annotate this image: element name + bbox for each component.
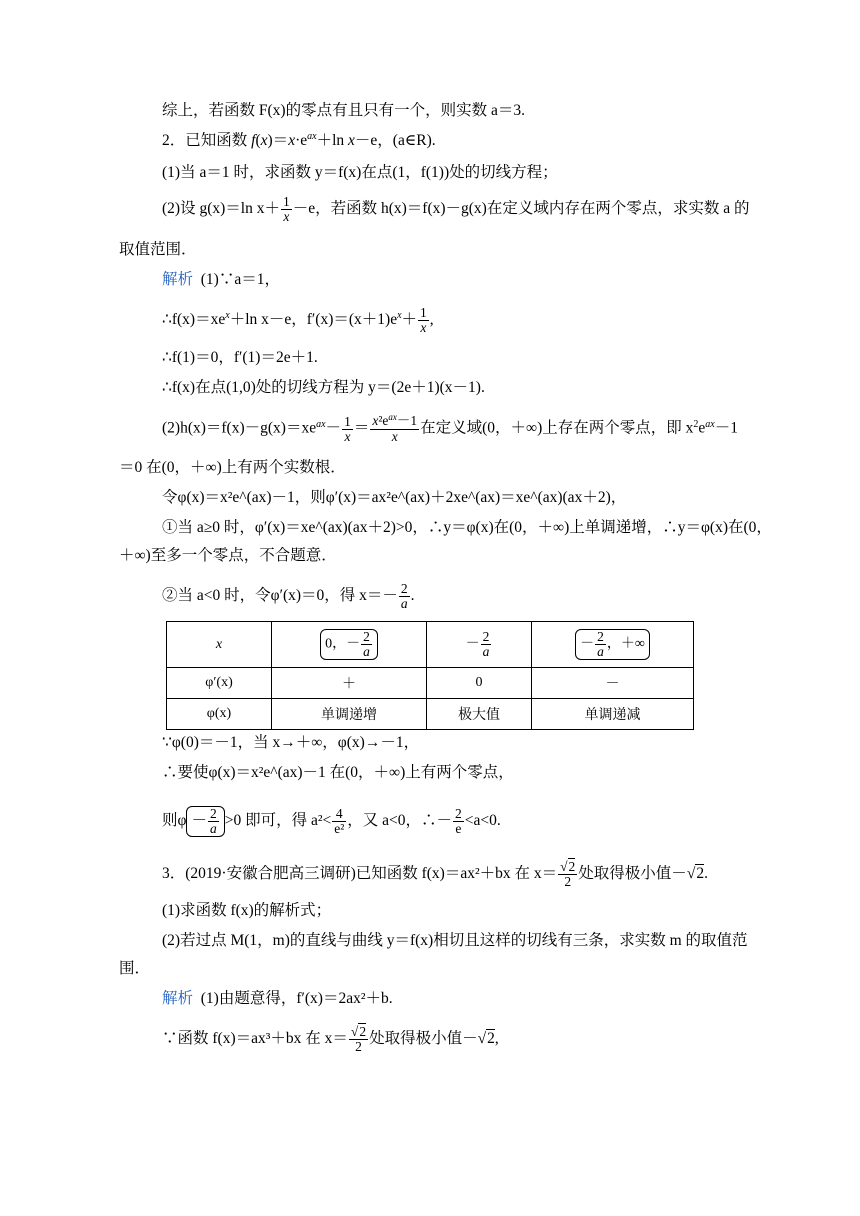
table-cell: 单调递减: [532, 698, 694, 729]
solution-line-11: ∵φ(0)＝－1，当 x→＋∞，φ(x)→－1，: [162, 734, 420, 751]
problem-2-part1: (1)当 a＝1 时，求函数 y＝f(x)在点(1，f(1))处的切线方程；: [162, 164, 558, 181]
table-cell: ＋: [272, 668, 427, 698]
problem-3-part2-cont: 围．: [119, 960, 151, 977]
solution-line-12: ∴要使φ(x)＝x²e^(ax)－1 在(0，＋∞)上有两个零点，: [162, 764, 514, 781]
monotonicity-table: [166, 621, 694, 730]
solution-line-8: ①当 a≥0 时，φ′(x)＝xe^(ax)(ax＋2)>0，∴y＝φ(x)在(0，＋∞)上单调递增，∴y＝φ(x)在(0，: [162, 519, 772, 536]
table-interval-1: 0，－ $\frac{2}{a}$: [272, 622, 427, 668]
table-cell: －: [532, 668, 694, 698]
table-cell: 单调递增: [272, 698, 427, 729]
solution3-line-2: ∵函数 f(x)＝ax³＋bx 在 x＝ $\frac{√2}{2}$ 处取得极小值－√2,: [162, 1024, 499, 1054]
solution-line-3: ∴f(1)＝0，f′(1)＝2e＋1.: [162, 349, 318, 366]
line-conclusion: 综上，若函数 F(x)的零点有且只有一个，则实数 a＝3.: [162, 102, 525, 119]
solution-line-2: $\therefore f(x)=xe^x+\ln$ x－e，$f'(x)=(x+1)e^x+$ $\frac{1}{x}$ ,: [162, 305, 434, 335]
problem-2-part2: (2)设 g(x)＝ln x＋ $\frac{1}{x}$ －e，若函数 h(x)＝f(x)－g(x)在定义域内存在两个零点，求实数 a 的: [162, 194, 750, 224]
problem-3-part1: (1)求函数 f(x)的解析式；: [162, 902, 332, 919]
problem-3: 3．(2019·安徽合肥高三调研)已知函数 f(x)＝ax²＋bx 在 x＝ $\frac{√2}{2}$ 处取得极小值－√2.: [162, 859, 708, 889]
problem-2: 2．已知函数 $f(x)=x\cdot e^{ax}+\ln$ x－e，(a∈R).: [162, 131, 436, 149]
table-cell: 极大值: [427, 698, 532, 729]
problem-3-part2: (2)若过点 M(1，m)的直线与曲线 y＝f(x)相切且这样的切线有三条，求实数 m 的取值范: [162, 932, 748, 949]
solution3-line-1: 解析 (1)由题意得，f′(x)＝2ax²＋b.: [162, 990, 393, 1007]
problem-2-part2-cont: 取值范围．: [119, 241, 197, 258]
table-derivative-label: φ′(x): [167, 668, 272, 698]
table-header-x: x: [167, 622, 272, 668]
solution-line-7: 令φ(x)＝x²e^(ax)－1，则φ′(x)＝ax²e^(ax)＋2xe^(ax)＝xe^(ax)(ax＋2)，: [162, 489, 627, 506]
fraction: $\frac{1}{x}$: [282, 194, 290, 224]
solution-line-1: 解析 (1)∵a＝1，: [162, 271, 280, 288]
solution-label: 解析: [162, 271, 194, 288]
solution-line-5: $(2)h(x)=f(x)-g(x)=xe^{ax}-$ $\frac{1}{x}$ ＝ $x^2e^{ax}-1$ x 在定义域(0，＋∞)上存在两个零点，即 $x^2e^{ax}-1$: [162, 412, 738, 444]
solution-line-10: ②当 a<0 时，令φ′(x)＝0，得 x＝－ $\frac{2}{a}$ .: [162, 581, 415, 611]
table-cell: 0: [427, 668, 532, 698]
solution-line-13: 则φ － $\frac{2}{a}$ >0 即可，得 a²< $\frac{4}{\text{e²}}$ ，又 a<0，∴－ $\frac{2}{e}$ <a<0.: [162, 806, 501, 836]
solution-line-9: ＋∞)至多一个零点，不合题意．: [119, 547, 337, 564]
table-function-label: φ(x): [167, 698, 272, 729]
solution-line-4: ∴f(x)在点(1,0)处的切线方程为 y＝(2e＋1)(x－1).: [162, 379, 485, 396]
table-critical-point: － $\frac{2}{a}$: [427, 622, 532, 668]
table-interval-2: － $\frac{2}{a}$ ，＋∞: [532, 622, 694, 668]
solution-line-6: ＝0 在(0，＋∞)上有两个实数根．: [119, 459, 346, 476]
solution-label: 解析: [162, 990, 194, 1007]
